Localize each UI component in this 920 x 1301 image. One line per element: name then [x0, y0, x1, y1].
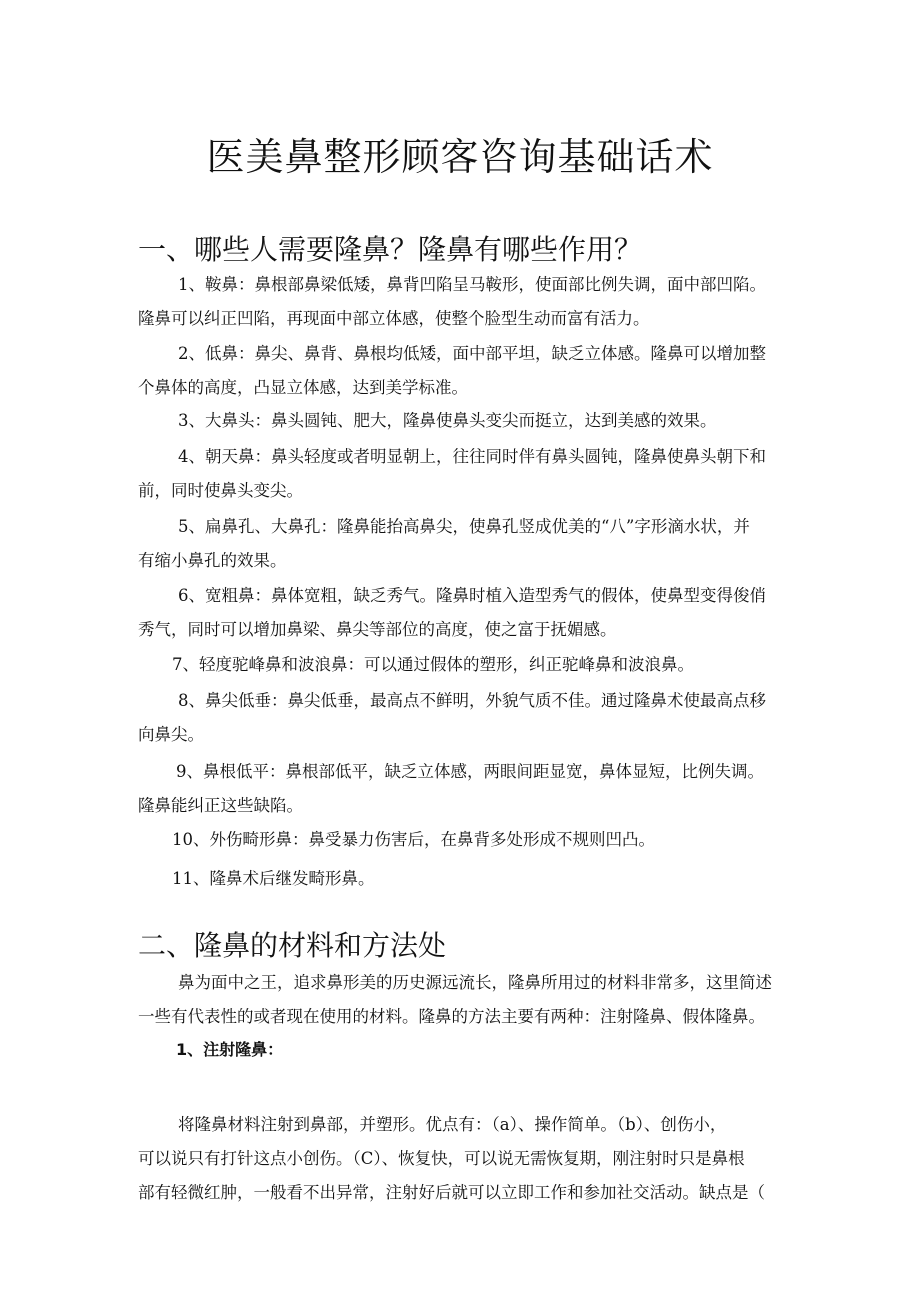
- item-11-line-1: 11、隆鼻术后继发畸形鼻。: [172, 869, 375, 888]
- section-2-body: [138, 1108, 765, 1210]
- list-item: [138, 823, 655, 857]
- intro-line-1: 鼻为面中之王，追求鼻形美的历史源远流长，隆鼻所用过的材料非常多，这里简述: [178, 973, 772, 992]
- item-9-line-2: 隆鼻能纠正这些缺陷。: [138, 796, 303, 815]
- list-item: [138, 648, 694, 682]
- item-7-line-1: 7、轻度驼峰鼻和波浪鼻：可以通过假体的塑形，纠正驼峰鼻和波浪鼻。: [172, 655, 694, 674]
- item-4-line-2: 前，同时使鼻头变尖。: [138, 481, 303, 500]
- item-8-line-1: 8、鼻尖低垂：鼻尖低垂，最高点不鲜明，外貌气质不佳。通过隆鼻术使最高点移: [178, 691, 766, 710]
- list-item: [138, 268, 766, 336]
- section-2-heading: 二、隆鼻的材料和方法处: [138, 929, 447, 962]
- list-item: [138, 440, 766, 508]
- item-10-line-1: 10、外伤畸形鼻：鼻受暴力伤害后，在鼻背多处形成不规则凹凸。: [172, 830, 655, 849]
- list-item: [138, 862, 375, 896]
- section-2-intro: [138, 966, 772, 1034]
- list-item: [138, 337, 766, 405]
- subheading-injection: 1、注射隆鼻：: [176, 1040, 284, 1059]
- item-1-line-1: 1、鞍鼻：鼻根部鼻梁低矮，鼻背凹陷呈马鞍形，使面部比例失调，面中部凹陷。: [178, 275, 766, 294]
- list-item: [138, 684, 766, 752]
- list-item: [138, 579, 766, 647]
- item-5-line-2: 有缩小鼻孔的效果。: [138, 551, 287, 570]
- item-9-line-1: 9、鼻根低平：鼻根部低平，缺乏立体感，两眼间距显宽，鼻体显短，比例失调。: [176, 762, 764, 781]
- item-6-line-2: 秀气，同时可以增加鼻梁、鼻尖等部位的高度，使之富于抚媚感。: [138, 620, 617, 639]
- item-2-line-1: 2、低鼻：鼻尖、鼻背、鼻根均低矮，面中部平坦，缺乏立体感。隆鼻可以增加整: [178, 344, 766, 363]
- body-line-1: 将隆鼻材料注射到鼻部，并塑形。优点有：（a）、操作简单。（b）、创伤小，: [178, 1115, 727, 1134]
- body-line-2: 可以说只有打针这点小创伤。（C）、恢复快，可以说无需恢复期，刚注射时只是鼻根: [138, 1149, 745, 1168]
- body-line-3: 部有轻微红肿，一般看不出异常，注射好后就可以立即工作和参加社交活动。缺点是（: [138, 1183, 765, 1202]
- item-2-line-2: 个鼻体的高度，凸显立体感，达到美学标准。: [138, 378, 468, 397]
- item-6-line-1: 6、宽粗鼻：鼻体宽粗，缺乏秀气。隆鼻时植入造型秀气的假体，使鼻型变得俊俏: [178, 586, 766, 605]
- list-item: [138, 510, 750, 578]
- item-5-line-1: 5、扁鼻孔、大鼻孔：隆鼻能抬高鼻尖，使鼻孔竖成优美的“八”字形滴水状，并: [178, 517, 750, 536]
- item-8-line-2: 向鼻尖。: [138, 725, 204, 744]
- intro-line-2: 一些有代表性的或者现在使用的材料。隆鼻的方法主要有两种：注射隆鼻、假体隆鼻。: [138, 1007, 765, 1026]
- section-1-heading: 一、哪些人需要隆鼻？隆鼻有哪些作用？: [138, 233, 643, 266]
- item-1-line-2: 隆鼻可以纠正凹陷，再现面中部立体感，使整个脸型生动而富有活力。: [138, 309, 650, 328]
- item-3-line-1: 3、大鼻头：鼻头圆钝、肥大，隆鼻使鼻头变尖而挺立，达到美感的效果。: [178, 411, 717, 430]
- item-4-line-1: 4、朝天鼻：鼻头轻度或者明显朝上，往往同时伴有鼻头圆钝，隆鼻使鼻头朝下和: [178, 447, 766, 466]
- list-item: [138, 404, 717, 438]
- document-title: 医美鼻整形顾客咨询基础话术: [206, 135, 714, 179]
- list-item: [138, 755, 764, 823]
